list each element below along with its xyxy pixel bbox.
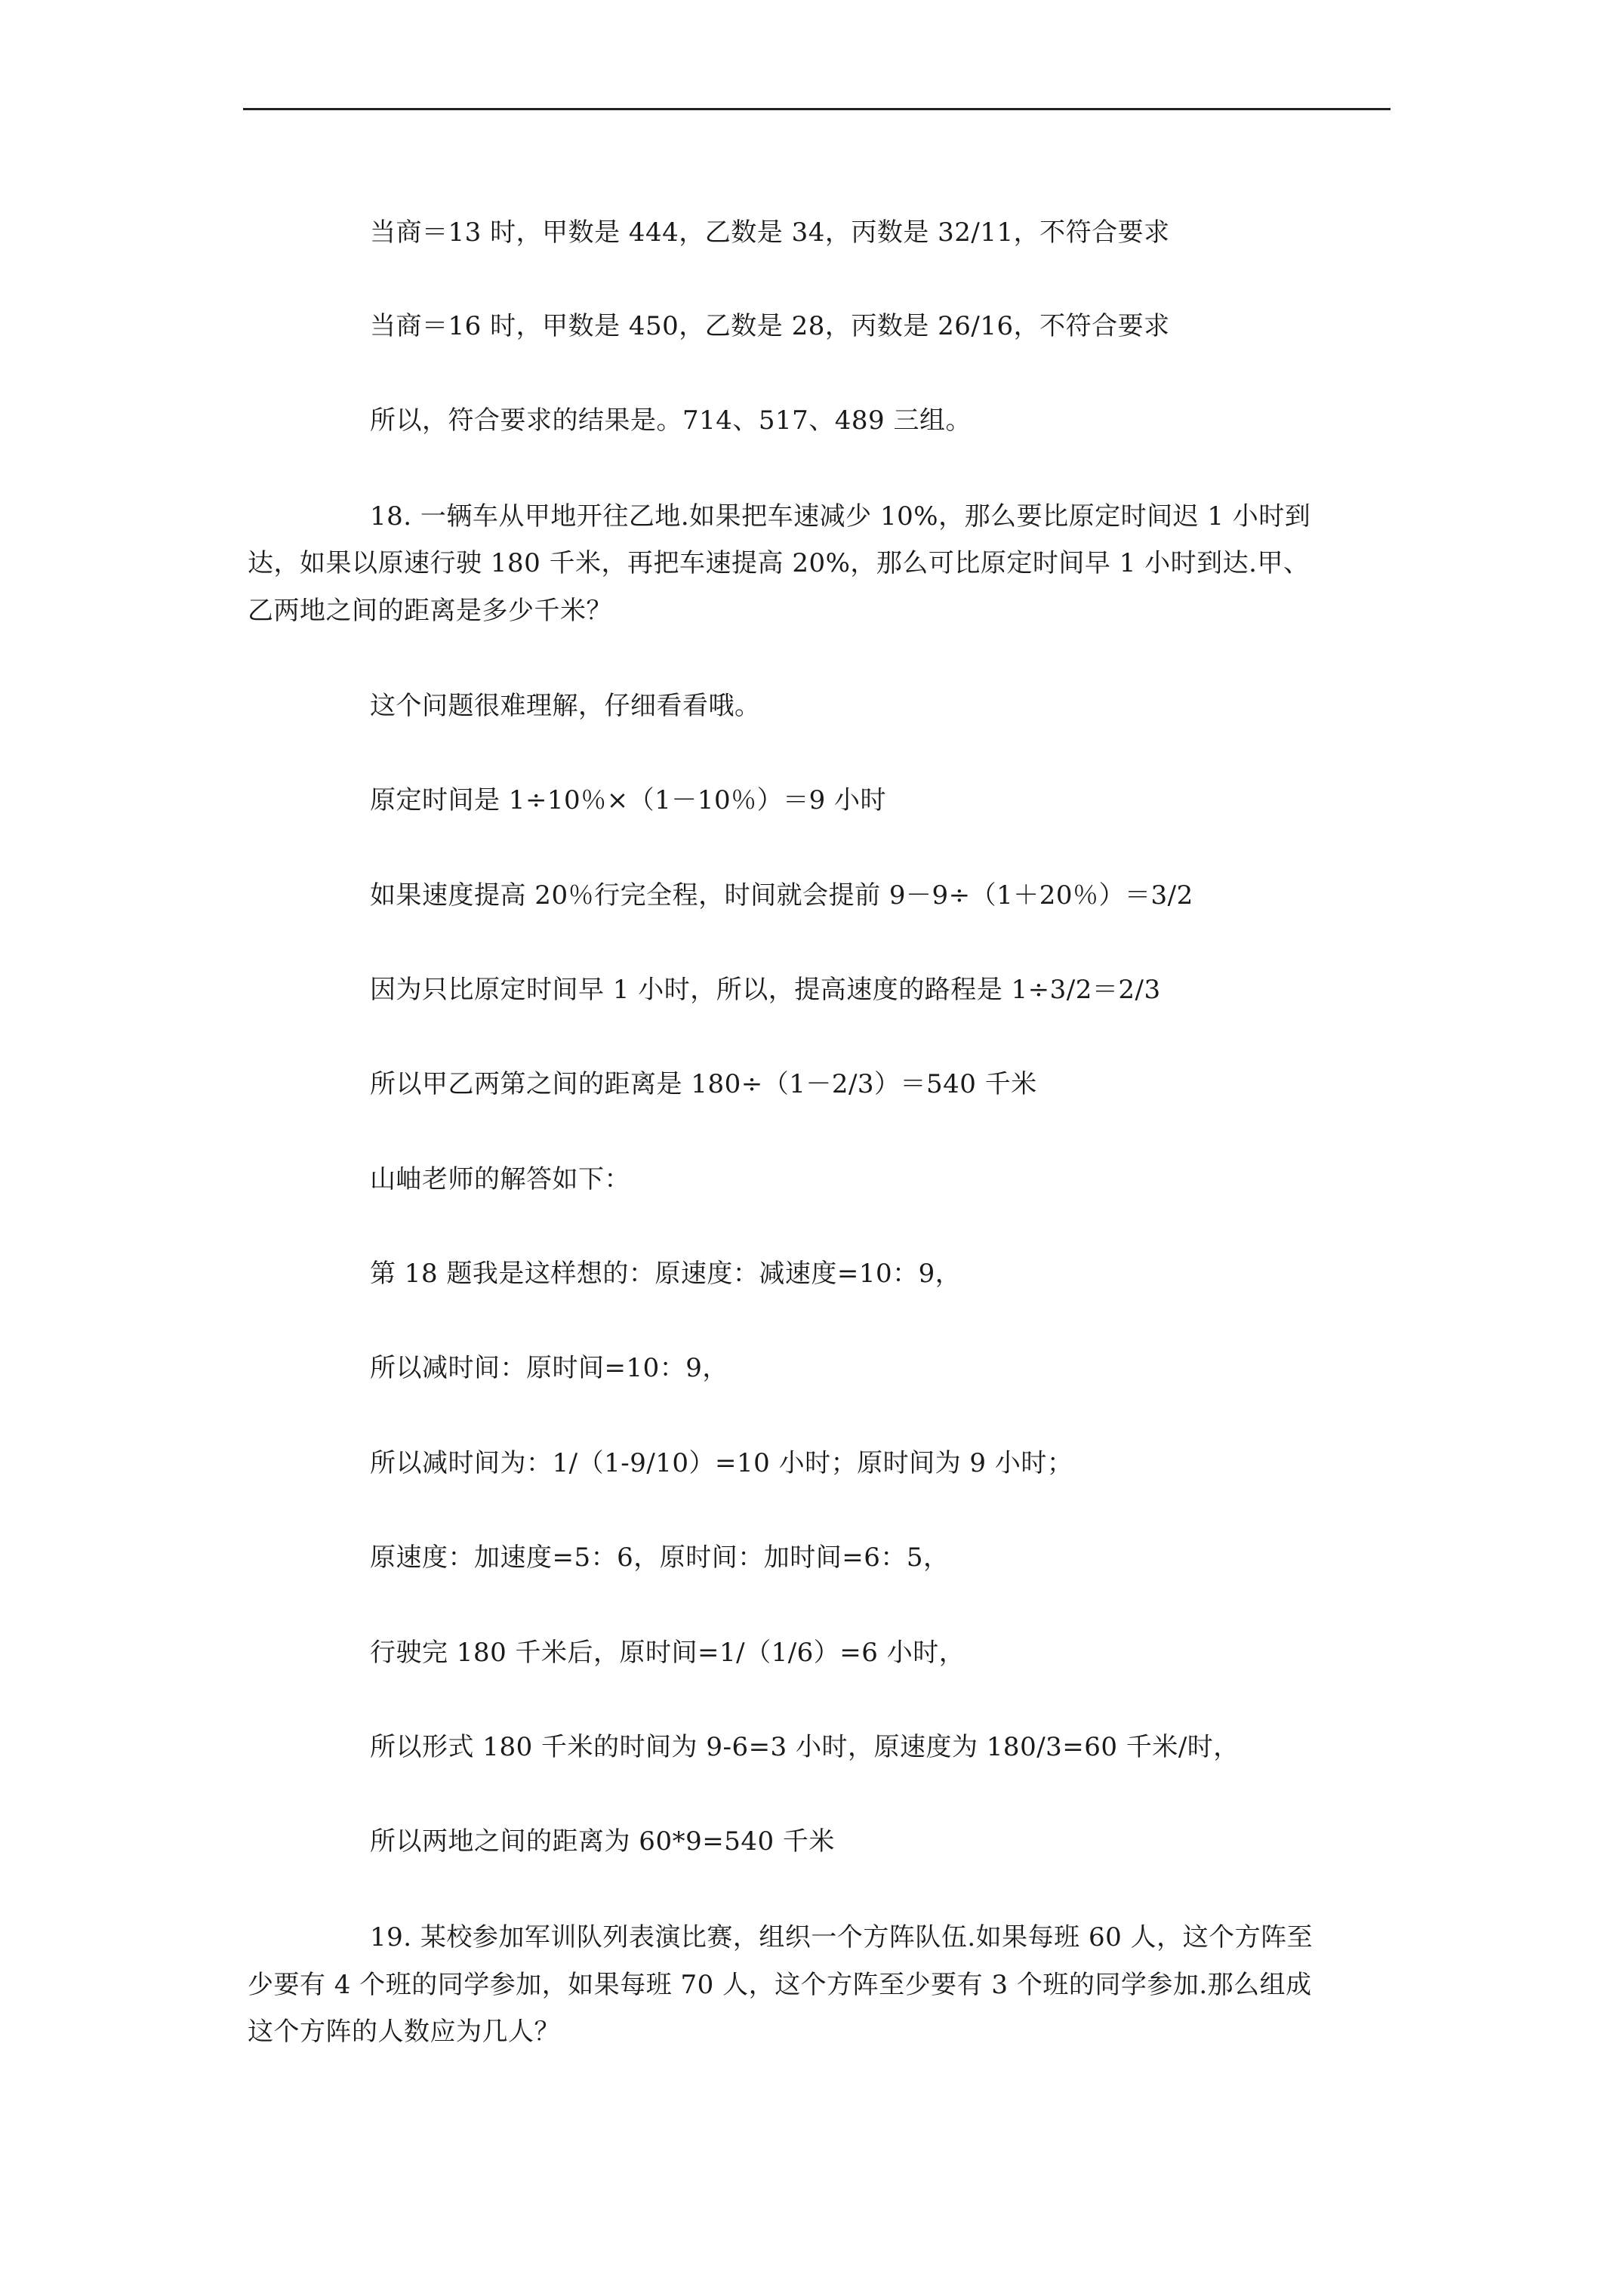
text-line: 所以两地之间的距离为 60*9=540 千米 — [370, 1826, 835, 1857]
text-line: 山岫老师的解答如下： — [370, 1164, 630, 1194]
problem-19-line-2: 少要有 4 个班的同学参加，如果每班 70 人，这个方阵至少要有 3 个班的同学参加.那么组成 — [248, 1970, 1312, 2000]
problem-19-line-1: 19. 某校参加军训队列表演比赛，组织一个方阵队伍.如果每班 60 人，这个方阵至 — [370, 1922, 1313, 1952]
text-line: 当商＝13 时，甲数是 444，乙数是 34，丙数是 32/11，不符合要求 — [370, 217, 1170, 248]
text-line: 所以减时间：原时间=10：9， — [370, 1353, 728, 1383]
problem-18-line-1: 18. 一辆车从甲地开往乙地.如果把车速减少 10%，那么要比原定时间迟 1 小时到 — [370, 501, 1311, 532]
text-line: 所以形式 180 千米的时间为 9-6=3 小时，原速度为 180/3=60 千米/时， — [370, 1732, 1240, 1762]
text-line: 原速度：加速度=5：6，原时间：加时间=6：5， — [370, 1542, 950, 1573]
text-line: 所以减时间为：1/（1-9/10）=10 小时；原时间为 9 小时； — [370, 1448, 1073, 1478]
problem-19-line-3: 这个方阵的人数应为几人？ — [248, 2017, 560, 2047]
problem-18-line-3: 乙两地之间的距离是多少千米？ — [248, 596, 612, 626]
text-line: 所以，符合要求的结果是。714、517、489 三组。 — [370, 405, 972, 436]
text-line: 行驶完 180 千米后，原时间=1/（1/6）=6 小时， — [370, 1638, 965, 1668]
text-line: 当商＝16 时，甲数是 450，乙数是 28，丙数是 26/16，不符合要求 — [370, 311, 1170, 341]
text-line: 原定时间是 1÷10％×（1－10％）＝9 小时 — [370, 785, 887, 815]
problem-18-line-2: 达，如果以原速行驶 180 千米，再把车速提高 20%，那么可比原定时间早 1 小时到达.甲、 — [248, 548, 1310, 578]
text-line: 这个问题很难理解，仔细看看哦。 — [370, 691, 761, 721]
header-rule — [243, 108, 1390, 110]
text-line: 如果速度提高 20％行完全程，时间就会提前 9－9÷（1＋20％）＝3/2 — [370, 880, 1193, 911]
text-line: 因为只比原定时间早 1 小时，所以，提高速度的路程是 1÷3/2＝2/3 — [370, 975, 1161, 1005]
text-line: 第 18 题我是这样想的：原速度：减速度=10：9， — [370, 1259, 962, 1289]
text-line: 所以甲乙两第之间的距离是 180÷（1－2/3）＝540 千米 — [370, 1069, 1037, 1099]
